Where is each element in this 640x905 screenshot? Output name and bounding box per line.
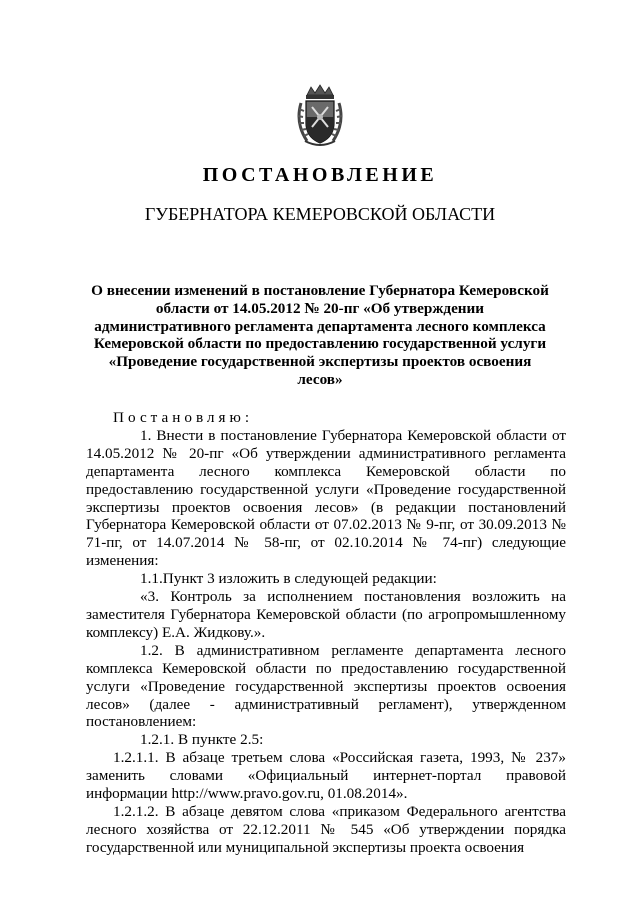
- paragraph-1-2: [86, 642, 566, 732]
- paragraph-1-text: Внести в постановление Губернатора Кемеровской области от 14.05.2012 № 20-пг «Об утверждении административного регламента департамента лесного комплекса Кемеровской области по предоставлению государственной услуги «Проведение государственной экспертизы проектов освоения лесов» (в редакции постановлений Губернатора Кемеровской области от 07.02.2013 № 9-пг, от 30.09.2013 № 71-пг, от 14.07.2014 № 58-пг, от 02.10.2014 № 74-пг) следующие изменения:: [86, 426, 567, 570]
- paragraph-1-2-1-text: В пункте 2.5:: [177, 731, 264, 749]
- paragraph-1-2-number: 1.2.: [140, 641, 163, 659]
- paragraph-1-1-number: 1.1.: [140, 570, 163, 588]
- document-issuer-heading: ГУБЕРНАТОРА КЕМЕРОВСКОЙ ОБЛАСТИ: [144, 204, 496, 224]
- paragraph-1-1-text: Пункт 3 изложить в следующей редакции:: [162, 570, 437, 588]
- paragraph-1-2-text: В административном регламенте департамента лесного комплекса Кемеровской области по предоставлению государственной услуги «Проведение государственной экспертизы проектов освоения лесов» (далее - административный регламент), утвержденном постановлением:: [86, 641, 566, 731]
- paragraph-3-text: Контроль за исполнением постановления возложить на заместителя Губернатора Кемеровской области (по агропромышленному комплексу) Е.А. Жидкову.».: [86, 588, 566, 641]
- document-body: [86, 409, 566, 857]
- paragraph-1-2-1-1: 1.2.1.1. В абзаце третьем слова «Российская газета, 1993, № 237» заменить словами «Официальный интернет-портал правовой информации http://www.pravo.gov.ru, 01.08.2014».: [86, 749, 566, 803]
- paragraph-1-1: [86, 570, 566, 588]
- paragraph-3-number: «3.: [140, 588, 159, 606]
- decree-word: Постановляю:: [113, 409, 254, 426]
- paragraph-1-2-1-2: 1.2.1.2. В абзаце девятом слова «приказом Федерального агентства лесного хозяйства от 22.12.2011 № 545 «Об утверждении порядка государственной или муниципальной экспертизы проекта освоения: [86, 802, 566, 856]
- paragraph-1-number: 1.: [140, 426, 152, 444]
- paragraph-1: [86, 427, 566, 570]
- document-title: О внесении изменений в постановление Губернатора Кемеровской области от 14.05.2012 № 20-пг «Об утверждении административного регламента департамента лесного комплекса Кемеровской области по предоставлению государственной услуги «Проведение государственной экспертизы проектов освоения лесов»: [91, 282, 549, 388]
- paragraph-1-2-1: [86, 731, 566, 749]
- paragraph-1-2-1-number: 1.2.1.: [140, 731, 175, 749]
- coat-of-arms-emblem: [293, 83, 347, 149]
- paragraph-3-quote: [86, 588, 566, 642]
- document-type-heading: ПОСТАНОВЛЕНИЕ: [202, 164, 438, 186]
